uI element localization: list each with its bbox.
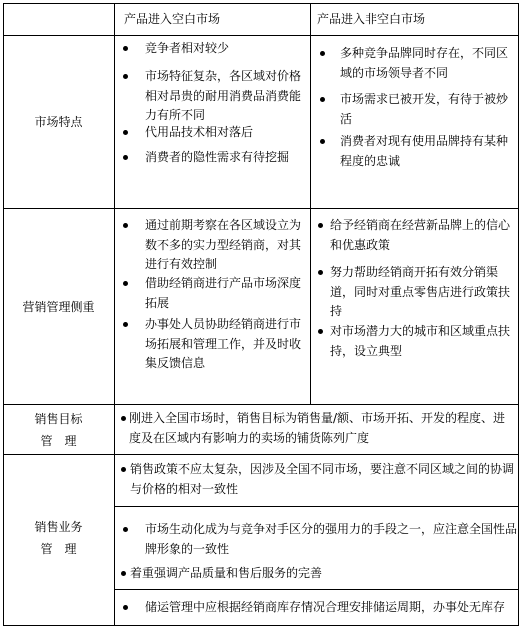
list-item: 市场生动化成为与竞争对手区分的强用力的手段之一，应注意全国性品牌形象的一致性 xyxy=(145,522,518,556)
list-item: 多种竞争品牌同时存在，不同区域的市场领导者不同 xyxy=(340,46,509,80)
row-label-business-line1: 销售业务 xyxy=(34,520,83,534)
row-label-business-line2: 管 理 xyxy=(40,542,77,556)
list-item: 销售政策不应太复杂，因涉及全国不同市场，要注意不同区域之间的协调与价格的相对一致性 xyxy=(130,462,515,496)
list-item: 市场需求已被开发，有待于被炒活 xyxy=(340,92,509,126)
row-label-business xyxy=(3,516,114,560)
list-item: 对市场潜力大的城市和区域重点扶持，设立典型 xyxy=(330,324,511,358)
row-label-target xyxy=(3,408,114,452)
bullet-icon xyxy=(318,329,323,334)
bullet-icon xyxy=(121,416,126,421)
list-item: 竞争者相对较少 xyxy=(145,41,230,55)
row-divider xyxy=(3,404,519,405)
header-col2: 产品进入非空白市场 xyxy=(317,12,426,26)
list-item: 办事处人员协助经销商进行市场拓展和管理工作，并及时收集反馈信息 xyxy=(145,317,302,370)
list-item: 代用品技术相对落后 xyxy=(145,125,254,139)
list-item: 通过前期考察在各区域设立为数不多的实力型经销商，对其进行有效控制 xyxy=(145,218,302,271)
list-item: 消费者对现有使用品牌持有某种程度的忠诚 xyxy=(340,134,509,168)
row-divider xyxy=(3,35,519,36)
row-divider xyxy=(3,208,519,209)
list-item: 市场特征复杂，各区域对价格相对昂贵的耐用消费品消费能力有所不同 xyxy=(145,69,302,122)
target-text: 刚进入全国市场时，销售目标为销售量/额、市场开拓、开发的程度、进度及在区域内有影响力的卖场的铺货陈列广度 xyxy=(129,411,506,445)
bullet-icon xyxy=(123,223,128,228)
header-col1: 产品进入空白市场 xyxy=(124,12,221,26)
bullet-icon xyxy=(318,223,323,228)
bullet-icon xyxy=(318,270,323,275)
row-label-market: 市场特点 xyxy=(34,115,83,129)
bullet-icon xyxy=(123,605,128,610)
row-label-marketing: 营销管理侧重 xyxy=(22,300,95,314)
list-item: 借助经销商进行产品市场深度拓展 xyxy=(145,276,302,310)
bullet-icon xyxy=(320,97,325,102)
list-item: 储运管理中应根据经销商库存情况合理安排储运周期，办事处无库存 xyxy=(145,600,506,614)
table-border-bottom xyxy=(3,625,519,626)
list-item: 着重强调产品质量和售后服务的完善 xyxy=(130,566,323,580)
bullet-icon xyxy=(123,281,128,286)
bullet-icon xyxy=(320,139,325,144)
row-divider xyxy=(114,589,519,590)
list-item: 努力帮助经销商开拓有效分销渠道，同时对重点零售店进行政策扶持 xyxy=(330,265,511,318)
row-label-target-line1: 销售目标 xyxy=(34,412,83,426)
bullet-icon xyxy=(123,130,128,135)
row-divider xyxy=(3,454,519,455)
bullet-icon xyxy=(123,46,128,51)
row-divider xyxy=(114,506,519,507)
bullet-icon xyxy=(123,527,128,532)
table-border-right xyxy=(518,3,519,626)
list-item: 消费者的隐性需求有待挖掘 xyxy=(145,150,290,164)
list-item: 给予经销商在经营新品牌上的信心和优惠政策 xyxy=(330,218,511,252)
column-divider xyxy=(114,3,115,626)
bullet-icon xyxy=(123,322,128,327)
bullet-icon xyxy=(121,571,126,576)
table-border-top xyxy=(3,3,519,4)
row-label-target-line2: 管 理 xyxy=(40,434,77,448)
bullet-icon xyxy=(121,467,126,472)
bullet-icon xyxy=(123,74,128,79)
bullet-icon xyxy=(123,155,128,160)
bullet-icon xyxy=(320,51,325,56)
column-divider xyxy=(310,3,311,405)
